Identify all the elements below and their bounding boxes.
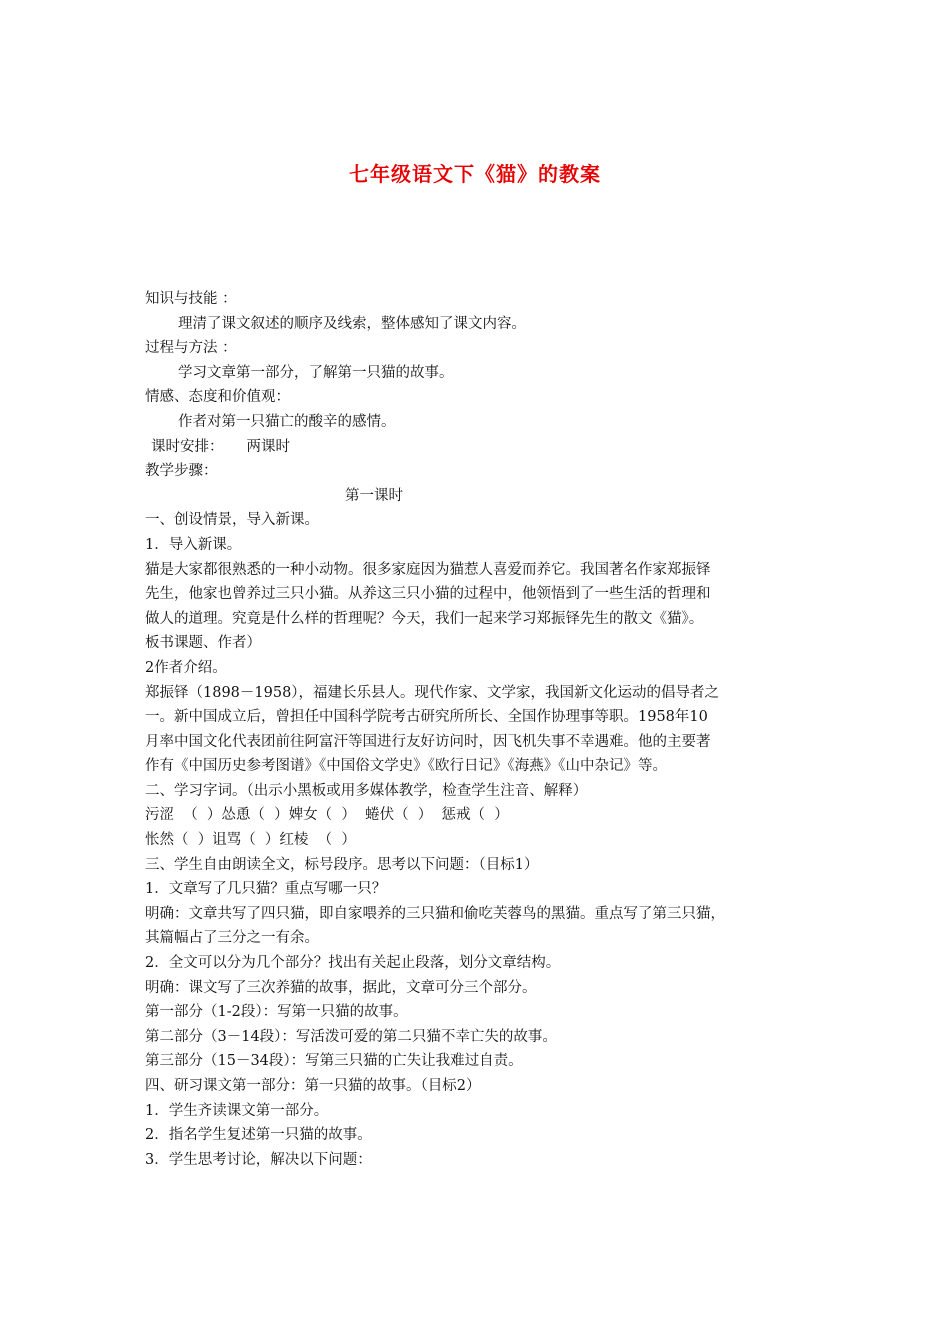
answer-line: 明确：文章共写了四只猫，即自家喂养的三只猫和偷吃芙蓉鸟的黑猫。重点写了第三只猫， xyxy=(145,905,725,922)
structure-line: 第二部分（3－14段）：写活泼可爱的第二只猫不幸亡失的故事。 xyxy=(145,1028,557,1045)
objective-heading-emotion: 情感、态度和价值观： xyxy=(145,389,290,406)
objective-text-knowledge: 理清了课文叙述的顺序及线索，整体感知了课文内容。 xyxy=(178,315,526,332)
vocab-line: 污涩 （ ）怂恿（ ）婢女（ ） 蜷伏（ ） 惩戒（ ） xyxy=(145,807,509,824)
section-heading: 三、学生自由朗读全文，标号段序。思考以下问题：（目标1） xyxy=(145,856,539,873)
answer-line: 明确：课文写了三次养猫的故事，据此，文章可分三个部分。 xyxy=(145,979,537,996)
structure-line: 第一部分（1-2段）：写第一只猫的故事。 xyxy=(145,1004,408,1021)
schedule-line: 课时安排： 两课时 xyxy=(151,438,291,455)
objective-heading-knowledge: 知识与技能 ： xyxy=(145,291,237,307)
paragraph-line: 一。新中国成立后，曾担任中国科学院考古研究所所长、全国作协理事等职。1958年10 xyxy=(145,709,708,726)
step-line: 3．学生思考讨论，解决以下问题： xyxy=(145,1151,372,1168)
paragraph-line: 郑振铎（1898－1958），福建长乐县人。现代作家、文学家，我国新文化运动的倡导者之 xyxy=(145,684,720,701)
objective-heading-process: 过程与方法 ： xyxy=(145,340,237,357)
question-line: 2．全文可以分为几个部分？找出有关起止段落，划分文章结构。 xyxy=(145,955,561,972)
objective-text-process: 学习文章第一部分，了解第一只猫的故事。 xyxy=(178,364,454,381)
paragraph-line: 猫是大家都很熟悉的一种小动物。很多家庭因为猫惹人喜爱而养它。我国著名作家郑振铎 xyxy=(145,561,711,578)
step-line: 2．指名学生复述第一只猫的故事。 xyxy=(145,1127,372,1144)
question-line: 1．文章写了几只猫？重点写哪一只？ xyxy=(145,881,387,898)
step-line: 1．导入新课。 xyxy=(145,536,242,553)
step-line: 1．学生齐读课文第一部分。 xyxy=(145,1102,329,1119)
document-title: 七年级语文下《猫》的教案 xyxy=(349,162,601,186)
paragraph-line: 做人的道理。究竟是什么样的哲理呢？今天，我们一起来学习郑振铎先生的散文《猫》。 xyxy=(145,610,704,627)
answer-line: 其篇幅占了三分之一有余。 xyxy=(145,930,319,947)
lesson-heading: 第一课时 xyxy=(345,487,403,504)
step-line: 2作者介绍。 xyxy=(145,659,227,676)
objective-text-emotion: 作者对第一只猫亡的酸辛的感情。 xyxy=(178,413,396,430)
paragraph-line: 板书课题、作者） xyxy=(145,635,261,652)
paragraph-line: 先生，他家也曾养过三只小猫。从养这三只小猫的过程中，他领悟到了一些生活的哲理和 xyxy=(145,586,711,603)
vocab-line: 怅然（ ）诅骂（ ）红棱 （ ） xyxy=(145,832,356,849)
paragraph-line: 作有《中国历史参考图谱》《中国俗文学史》《欧行日记》《海燕》《山中杂记》等。 xyxy=(145,758,667,775)
document-body xyxy=(145,287,815,1172)
structure-line: 第三部分（15－34段）：写第三只猫的亡失让我难过自责。 xyxy=(145,1053,523,1070)
section-heading: 一、创设情景，导入新课。 xyxy=(145,512,319,529)
paragraph-line: 月率中国文化代表团前往阿富汗等国进行友好访问时，因飞机失事不幸遇难。他的主要著 xyxy=(145,733,711,750)
steps-heading: 教学步骤： xyxy=(145,463,218,480)
section-heading: 二、学习字词。（出示小黑板或用多媒体教学，检查学生注音、解释） xyxy=(145,782,588,799)
section-heading: 四、研习课文第一部分：第一只猫的故事。（目标2） xyxy=(145,1078,481,1094)
